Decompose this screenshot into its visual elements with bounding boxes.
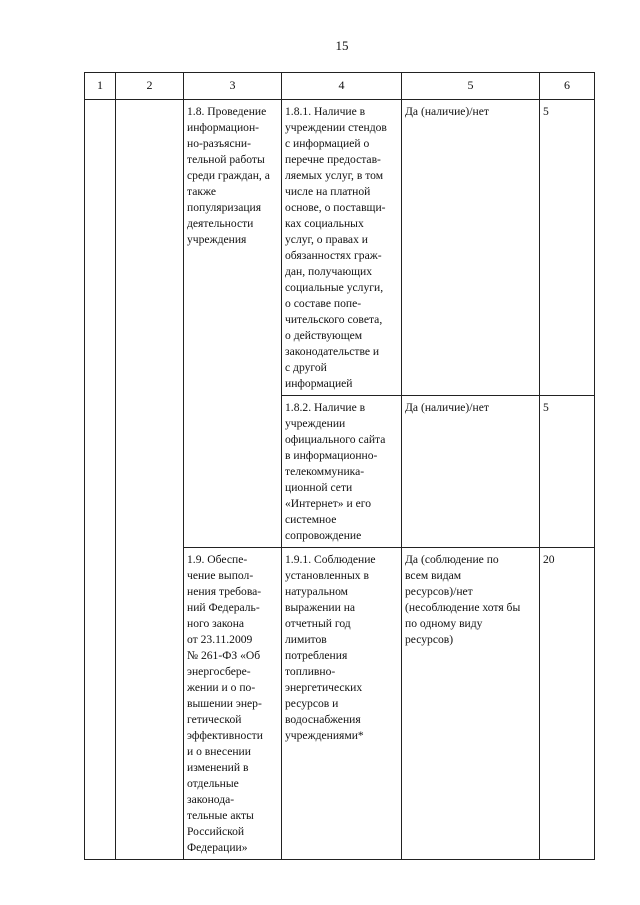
indicator-cell: 1.8.1. Наличие в учреждении стендов с информацией о перечне предостав- ляемых услуг, в том числе на платной основе, о поставщи- ках социальных услуг, о правах и обязанностях граж- дан, получающих социальные услуги, о составе попе- чительского совета, о действующем законодательстве и с другой информацией <box>282 100 402 396</box>
empty-cell-col1 <box>85 100 116 860</box>
score-cell: 5 <box>540 100 595 396</box>
column-header: 6 <box>540 73 595 100</box>
indicator-cell: 1.9.1. Соблюдение установленных в натуральном выражении на отчетный год лимитов потребления топливно- энергетических ресурсов и водоснабжения учреждениями* <box>282 548 402 860</box>
column-header: 5 <box>402 73 540 100</box>
column-header: 2 <box>116 73 184 100</box>
condition-cell: Да (наличие)/нет <box>402 396 540 548</box>
score-cell: 5 <box>540 396 595 548</box>
criterion-cell: 1.8. Проведение информацион- но-разъясни- тельной работы среди граждан, а также популяризация деятельности учреждения <box>184 100 282 548</box>
column-header: 1 <box>85 73 116 100</box>
table-header-row <box>85 73 595 100</box>
column-header: 4 <box>282 73 402 100</box>
criterion-cell: 1.9. Обеспе- чение выпол- нения требова- ний Федераль- ного закона от 23.11.2009 № 261-ФЗ «Об энергосбере- жении и о по- вышении энер- гетической эффективности и о внесении изменений в отдельные законода- тельные акты Российской Федерации» <box>184 548 282 860</box>
column-header: 3 <box>184 73 282 100</box>
condition-cell: Да (соблюдение по всем видам ресурсов)/нет (несоблюдение хотя бы по одному виду ресурсов) <box>402 548 540 860</box>
indicator-cell: 1.8.2. Наличие в учреждении официального сайта в информационно- телекоммуника- ционной сети «Интернет» и его системное сопровождение <box>282 396 402 548</box>
condition-cell: Да (наличие)/нет <box>402 100 540 396</box>
score-cell: 20 <box>540 548 595 860</box>
page-number: 15 <box>335 38 349 53</box>
empty-cell-col2 <box>116 100 184 860</box>
criteria-table <box>84 72 595 860</box>
table-row <box>85 100 595 396</box>
